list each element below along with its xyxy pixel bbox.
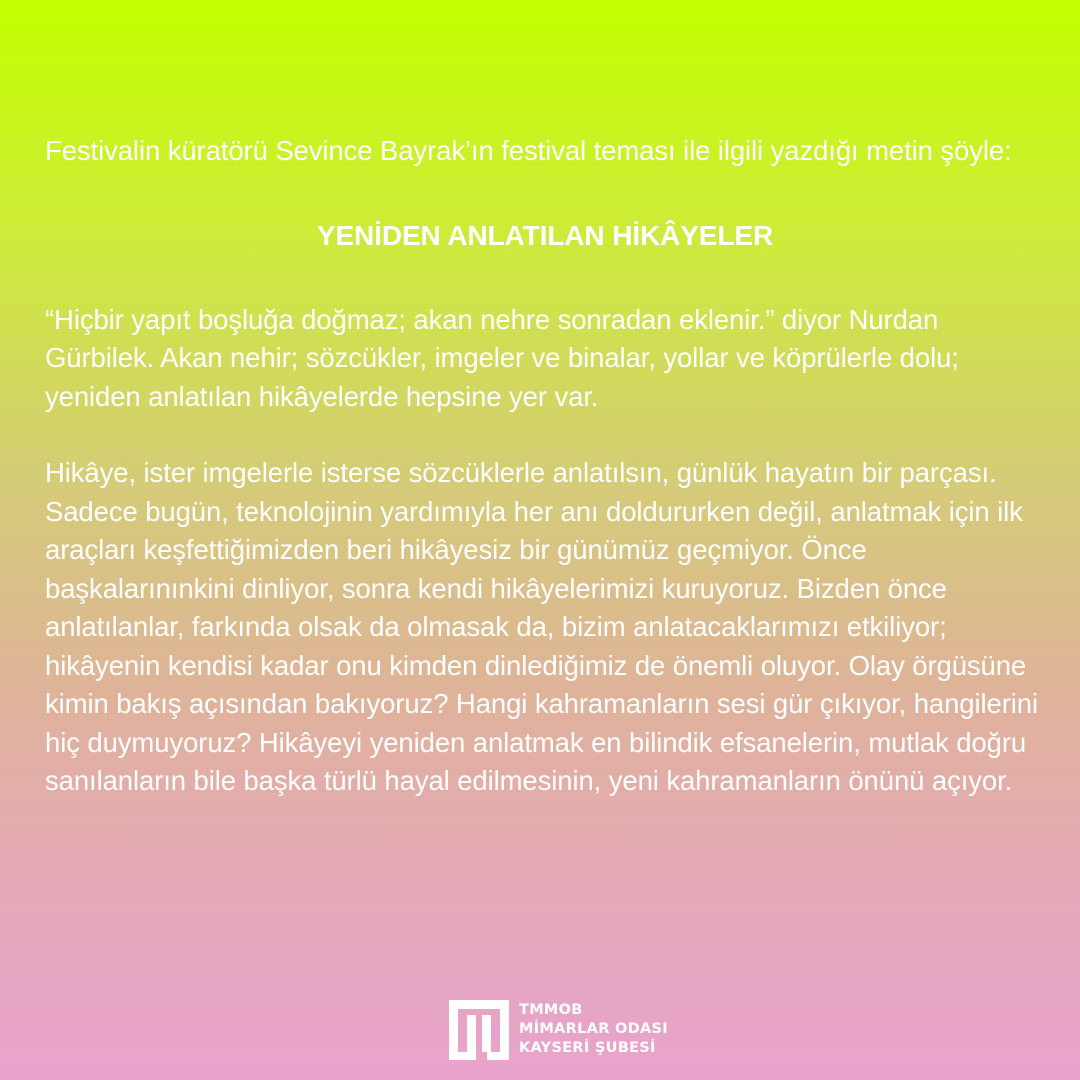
- logo-text: [519, 1001, 668, 1058]
- bracket-frame-logo-icon: [449, 1000, 509, 1060]
- article-heading: YENİDEN ANLATILAN HİKÂYELER: [316, 219, 774, 251]
- paragraph-story: Hikâye, ister imgelerle isterse sözcüklerle anlatılsın, günlük hayatın bir parçası. Sadece bugün, teknolojinin yardımıyla her anı doldururken değil, anlatmak için ilk araçları keşfettiğimizden beri hikâyesiz bir günümüz geçmiyor. Önce başkalarınınkini dinliyor, sonra kendi hikâyelerimizi kuruyoruz. Bizden önce anlatılanlar, farkında olsak da olmasak da, bizim anlatacaklarımızı etkiliyor; hikâyenin kendisi kadar onu kimden dinlediğimiz de önemli oluyor. Olay örgüsüne kimin bakış açısından bakıyoruz? Hangi kahramanların sesi gür çıkıyor, hangilerini hiç duymuyoruz? Hikâyeyi yeniden anlatmak en bilindik efsanelerin, mutlak doğru sanılanların bile başka türlü hayal edilmesinin, yeni kahramanların önünü açıyor.: [45, 457, 1038, 796]
- paragraph-quote: “Hiçbir yapıt boşluğa doğmaz; akan nehre sonradan eklenir.” diyor Nurdan Gürbilek. Akan nehir; sözcükler, imgeler ve binalar, yollar ve köprülerle dolu; yeniden anlatılan hikâyelerde hepsine yer var.: [45, 303, 959, 412]
- intro-text: Festivalin küratörü Sevince Bayrak’ın festival teması ile ilgili yazdığı metin şöyle:: [45, 135, 1012, 166]
- article-body: [45, 132, 1045, 801]
- logo-line-chamber: MİMARLAR ODASI: [519, 1021, 668, 1037]
- tmmob-logo: [449, 1000, 668, 1060]
- logo-line-branch: KAYSERİ ŞUBESİ: [519, 1040, 656, 1056]
- logo-line-org: TMMOB: [519, 1002, 583, 1018]
